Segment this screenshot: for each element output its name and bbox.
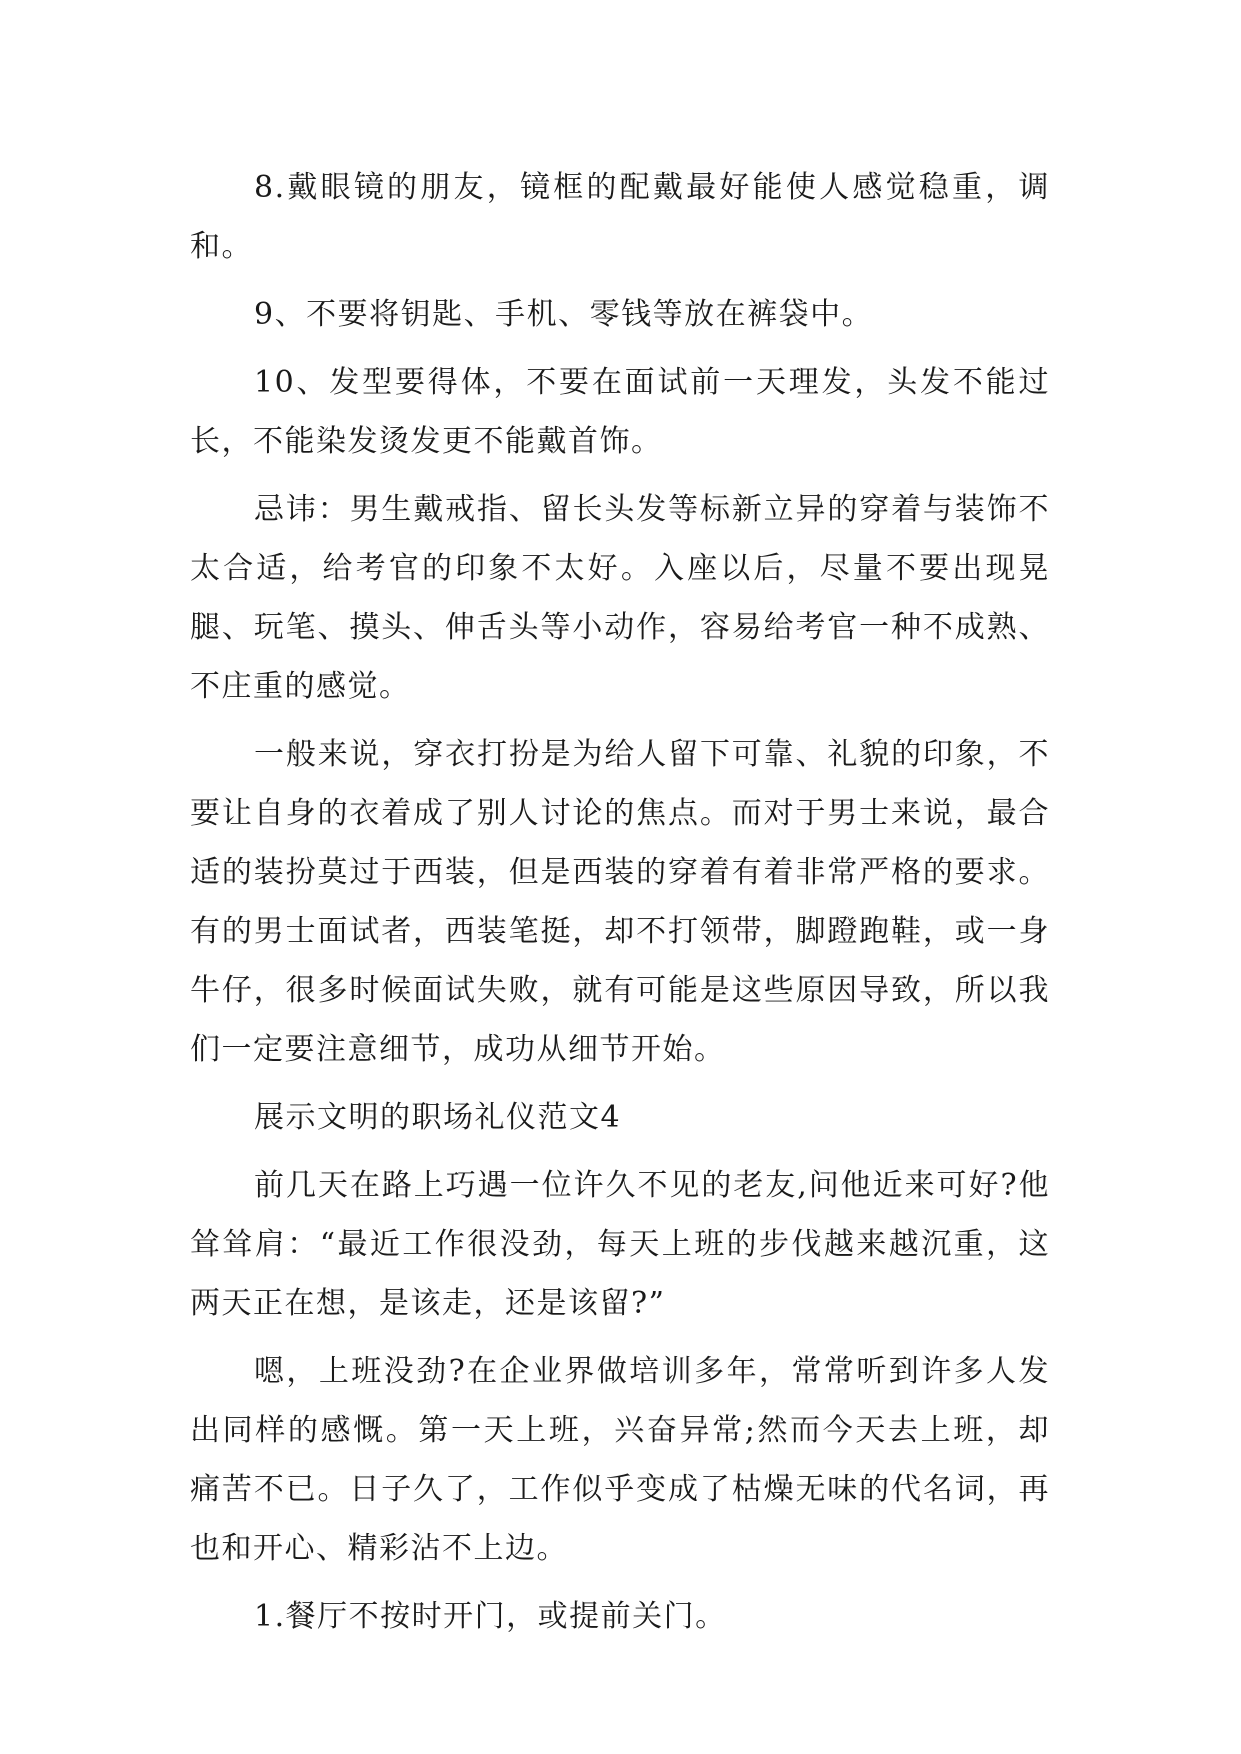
paragraph-pockets: 9、不要将钥匙、手机、零钱等放在裤袋中。 [254,297,874,332]
section-heading: 展示文明的职场礼仪范文4 [254,1100,622,1135]
paragraph-no-motivation: 嗯，上班没劲?在企业界做培训多年，常常听到许多人发出同样的感慨。第一天上班，兴奋异常;然而今天去上班，却痛苦不已。日子久了，工作似乎变成了枯燥无味的代名词，再也和开心、精彩沾不上边。 [190,1354,1050,1566]
paragraph-glasses: 8.戴眼镜的朋友，镜框的配戴最好能使人感觉稳重，调和。 [190,170,1050,264]
paragraph-taboos: 忌讳：男生戴戒指、留长头发等标新立异的穿着与装饰不太合适，给考官的印象不太好。入座以后，尽量不要出现晃腿、玩笔、摸头、伸舌头等小动作，容易给考官一种不成熟、不庄重的感觉。 [190,492,1050,704]
paragraph-dress-summary: 一般来说，穿衣打扮是为给人留下可靠、礼貌的印象，不要让自身的衣着成了别人讨论的焦点。而对于男士来说，最合适的装扮莫过于西装，但是西装的穿着有着非常严格的要求。有的男士面试者，西装笔挺，却不打领带，脚蹬跑鞋，或一身牛仔，很多时候面试失败，就有可能是这些原因导致，所以我们一定要注意细节，成功从细节开始。 [190,737,1050,1067]
paragraph-restaurant: 1.餐厅不按时开门，或提前关门。 [254,1599,727,1634]
paragraph-old-friend: 前几天在路上巧遇一位许久不见的老友,问他近来可好?他耸耸肩：“最近工作很没劲，每天上班的步伐越来越沉重，这两天正在想，是该走，还是该留?” [190,1168,1050,1321]
paragraph-hairstyle: 10、发型要得体，不要在面试前一天理发，头发不能过长，不能染发烫发更不能戴首饰。 [190,365,1050,459]
document-body [190,158,1050,1655]
